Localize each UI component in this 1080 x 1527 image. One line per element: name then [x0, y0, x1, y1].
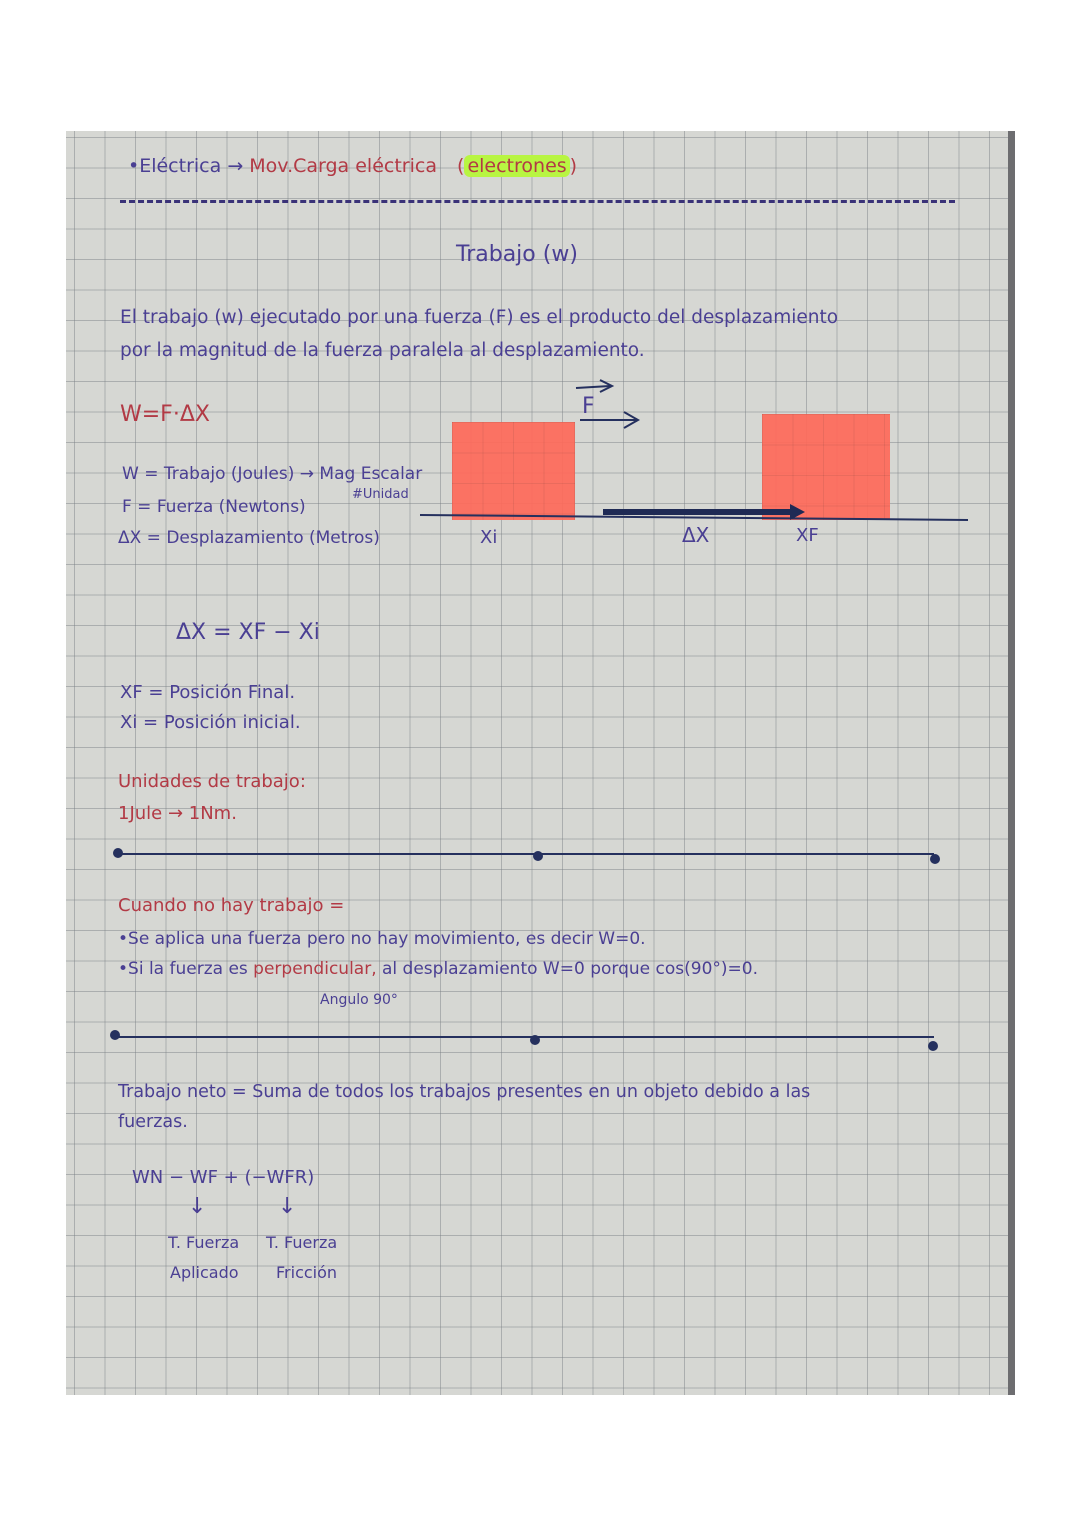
divider-dot — [928, 1041, 938, 1051]
legend-w: W = Trabajo (Joules) → Mag Escalar — [122, 464, 423, 484]
net-work-line-1: Trabajo neto = Suma de todos los trabajos presentes en un objeto debido a las — [118, 1082, 811, 1102]
header-label: •Eléctrica — [128, 155, 222, 177]
legend-unidad: #Unidad — [352, 487, 409, 502]
page-title: Trabajo (w) — [456, 242, 578, 267]
dx-label: ΔX — [682, 523, 710, 547]
label-applied-a: T. Fuerza — [168, 1233, 240, 1252]
position-initial: Xi = Posición inicial. — [120, 712, 301, 733]
section-divider-1 — [118, 853, 934, 855]
down-arrow-icon: ↓ — [188, 1194, 207, 1219]
label-applied-b: Aplicado — [170, 1263, 239, 1282]
legend-dx: ΔX = Desplazamiento (Metros) — [118, 528, 380, 548]
position-final: XF = Posición Final. — [120, 682, 296, 703]
header-arrow-text: Mov.Carga eléctrica — [249, 155, 437, 177]
no-work-item-1: •Se aplica una fuerza pero no hay movimiento, es decir W=0. — [118, 929, 646, 949]
divider-dot — [110, 1030, 120, 1040]
paren-close: ) — [569, 155, 578, 177]
units-value: 1Jule → 1Nm. — [118, 803, 237, 824]
angle-note: Angulo 90° — [320, 992, 398, 1008]
net-work-line-2: fuerzas. — [118, 1112, 188, 1132]
divider-dot — [530, 1035, 540, 1045]
highlight-electrones: electrones — [464, 155, 569, 177]
no-work-perpendicular: perpendicular, — [253, 959, 377, 979]
force-label: F — [582, 394, 595, 419]
xi-label: Xi — [480, 527, 498, 548]
section-divider-2 — [116, 1036, 934, 1038]
down-arrow-icon: ↓ — [278, 1194, 297, 1219]
divider-dot — [113, 848, 123, 858]
paren-open: ( — [457, 155, 465, 177]
displacement-formula: ΔX = XF − Xi — [176, 620, 320, 645]
legend-f: F = Fuerza (Newtons) — [122, 497, 306, 517]
divider-dot — [930, 854, 940, 864]
units-heading: Unidades de trabajo: — [118, 771, 306, 792]
net-work-equation: WN − WF + (−WFR) — [132, 1167, 315, 1188]
xf-label: XF — [796, 525, 819, 546]
divider-dot — [533, 851, 543, 861]
label-friction-a: T. Fuerza — [266, 1233, 338, 1252]
label-friction-b: Fricción — [276, 1263, 338, 1282]
arrow-icon: → — [227, 155, 244, 177]
work-formula: W=F·ΔX — [120, 402, 210, 427]
definition-line-1: El trabajo (w) ejecutado por una fuerza (F) es el producto del desplazamiento — [120, 307, 839, 328]
no-work-heading: Cuando no hay trabajo = — [118, 895, 345, 916]
no-work-item-2a: •Si la fuerza es — [118, 959, 248, 979]
no-work-item-2 — [118, 960, 758, 980]
no-work-item-2c: al desplazamiento W=0 porque cos(90°)=0. — [382, 959, 758, 979]
definition-line-2: por la magnitud de la fuerza paralela al desplazamiento. — [120, 340, 645, 361]
